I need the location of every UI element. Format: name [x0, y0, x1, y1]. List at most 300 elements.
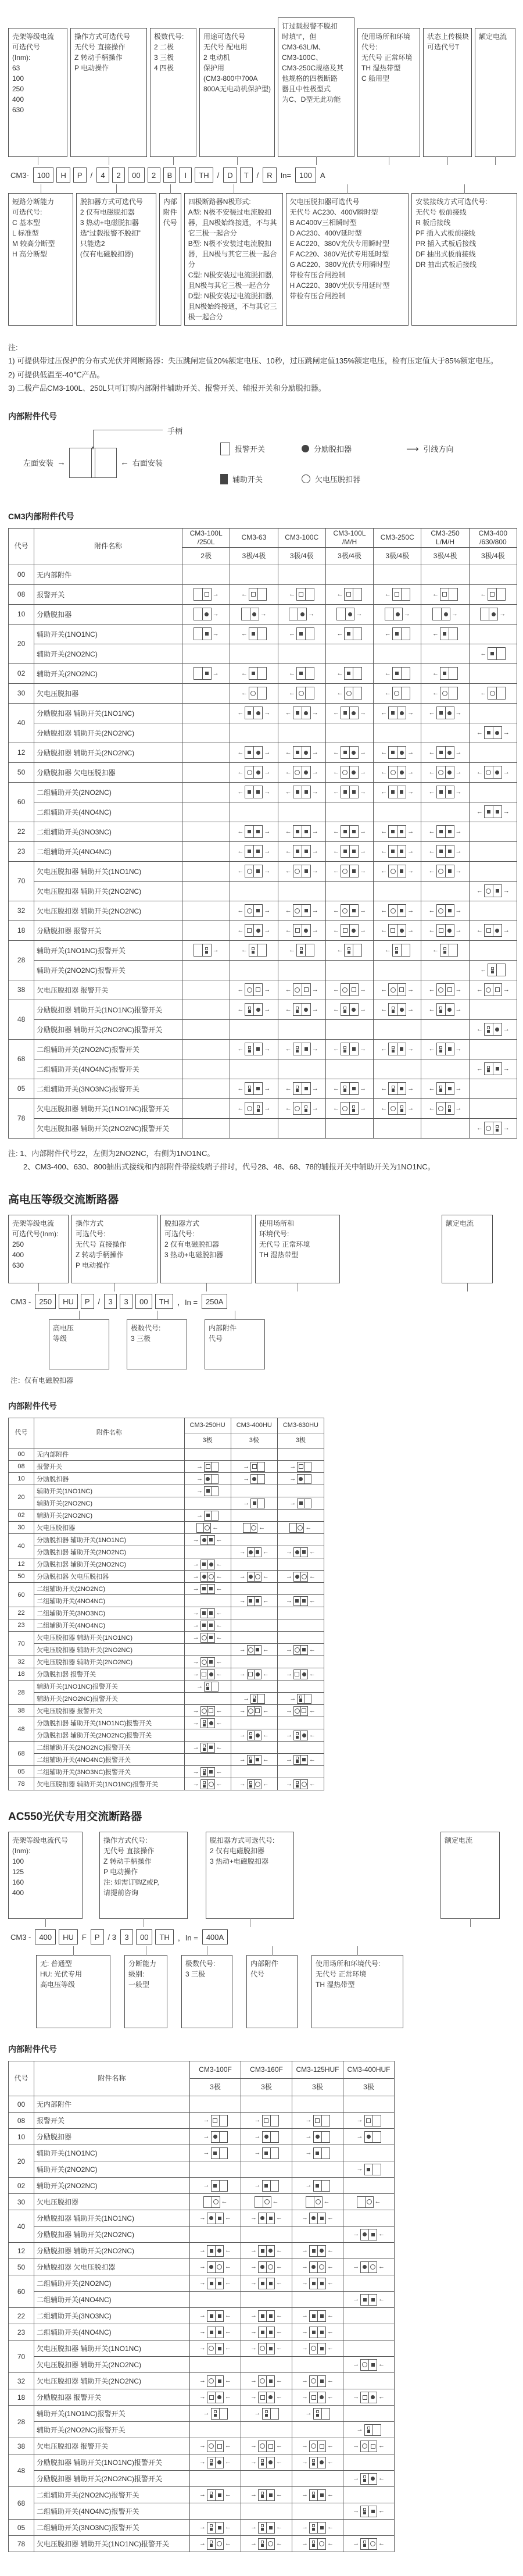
accessory-name: 报警开关	[34, 584, 182, 604]
accessory-config-cell	[421, 565, 469, 584]
table-row	[9, 861, 517, 881]
accessory-config-cell	[277, 1497, 324, 1510]
accessory-config-cell	[241, 2503, 292, 2520]
lead-arrow-icon: ←	[327, 2459, 334, 2466]
lead-arrow-icon: →	[503, 926, 510, 934]
accessory-name: 欠电压脱扣器 辅助开关(2NO2NC)	[34, 901, 182, 920]
mini-breaker-diagram	[286, 1731, 316, 1740]
accessory-name: 二组辅助开关(4NO4NC)	[34, 802, 182, 822]
selector-box-line: 可选代号	[12, 43, 41, 51]
notes-list	[8, 1147, 517, 1174]
lead-arrow-icon: ←	[276, 2491, 282, 2499]
selector-box-line: DR 抽出式板后接线	[415, 261, 477, 269]
mini-breaker-diagram	[477, 805, 510, 818]
lead-arrow-icon: ←	[381, 867, 388, 875]
mini-breaker-diagram	[381, 766, 414, 779]
lead-arrow-icon: →	[359, 709, 366, 716]
lead-arrow-icon: ←	[336, 689, 343, 697]
mini-breaker-diagram	[239, 1755, 269, 1765]
lead-arrow-icon: ←	[309, 1646, 316, 1653]
accessory-config-cell	[325, 1098, 373, 1118]
mini-breaker-diagram	[194, 608, 219, 620]
accessory-config-cell	[241, 2406, 292, 2422]
accessory-config-cell	[278, 624, 325, 644]
accessory-code: 00	[9, 565, 34, 584]
mini-breaker-diagram	[203, 2408, 228, 2420]
mini-breaker-diagram	[381, 1102, 414, 1115]
right-mount-label: 右面安装	[132, 459, 163, 468]
accessory-config-cell	[469, 743, 517, 762]
lead-arrow-icon: →	[503, 808, 510, 815]
mini-breaker-diagram	[250, 2375, 282, 2387]
lead-arrow-icon: ←	[332, 1005, 339, 1013]
accessory-config-cell	[277, 1778, 324, 1790]
legend-item-label: 引线方向	[423, 445, 454, 454]
mini-breaker-diagram	[250, 2489, 282, 2501]
lead-arrow-icon: ←	[285, 1045, 292, 1052]
mini-breaker-diagram	[285, 746, 318, 759]
table-row	[9, 1717, 324, 1729]
lead-arrow-icon: →	[455, 1045, 462, 1052]
accessory-config-cell	[241, 2487, 292, 2503]
accessory-config-cell	[184, 1595, 231, 1607]
accessory-code: 48	[9, 1000, 34, 1039]
table1-heading: CM3内部附件代号	[8, 511, 74, 521]
mini-breaker-diagram	[286, 1755, 316, 1765]
accessory-name: 二组辅助开关(4NO4NC)	[34, 841, 182, 861]
accessory-config-cell	[190, 2422, 241, 2438]
lead-arrow-icon: ←	[225, 2393, 231, 2401]
mini-breaker-diagram	[302, 2441, 334, 2452]
accessory-config-cell	[231, 1522, 277, 1534]
lead-arrow-icon: →	[250, 2263, 257, 2271]
lead-arrow-icon: →	[243, 1462, 250, 1470]
accessory-config-cell	[231, 1510, 277, 1522]
accessory-config-cell	[230, 841, 278, 861]
table-row	[9, 2194, 395, 2210]
product-column-header: CM3-250 L/M/H	[421, 528, 469, 547]
accessory-config-cell	[343, 2145, 395, 2161]
lead-arrow-icon: →	[264, 847, 271, 855]
lead-arrow-icon: ←	[225, 2312, 231, 2320]
lead-arrow-icon: →	[250, 2345, 257, 2352]
accessory-code: 10	[9, 1473, 34, 1485]
accessory-config-cell	[469, 940, 517, 960]
selector-box-line: C 船用型	[361, 74, 390, 83]
table-row	[9, 1583, 324, 1595]
accessory-config-cell	[182, 565, 230, 584]
selector-box-line: 无代号 正常环境	[316, 1970, 367, 1979]
lead-arrow-icon: →	[285, 1756, 292, 1763]
mini-breaker-diagram	[333, 1003, 366, 1016]
mini-breaker-diagram	[239, 1572, 269, 1582]
accessory-config-cell	[184, 1656, 231, 1668]
selector-box	[71, 1215, 157, 1283]
lead-arrow-icon: ←	[336, 946, 343, 954]
accessory-name: 辅助开关(1NO1NC)	[34, 1485, 184, 1497]
accessory-name: 二组辅助开关(2NO2NC)报警开关	[34, 2487, 190, 2503]
accessory-config-cell	[292, 2194, 343, 2210]
accessory-config-cell	[325, 920, 373, 940]
accessory-config-cell	[190, 2096, 241, 2113]
lead-arrow-icon: ←	[285, 709, 292, 716]
left-mount-label: 左面安装	[23, 459, 54, 468]
lead-arrow-icon: ←	[428, 1005, 435, 1013]
lead-arrow-icon: →	[192, 1633, 199, 1641]
model-code-box: 00	[128, 167, 144, 183]
mini-breaker-diagram	[237, 707, 270, 719]
accessory-config-cell	[421, 980, 469, 1000]
table-row	[9, 565, 517, 584]
accessory-config-cell	[231, 1595, 277, 1607]
lead-arrow-icon: ←	[428, 926, 435, 934]
mini-breaker-diagram	[381, 707, 414, 719]
accessory-config-cell	[343, 2422, 395, 2438]
lead-arrow-icon: ←	[289, 946, 296, 954]
mini-breaker-diagram	[243, 1474, 265, 1484]
accessory-config-cell	[469, 604, 517, 624]
lead-arrow-icon: ←	[332, 748, 339, 756]
lead-arrow-icon: ←	[378, 2393, 385, 2401]
accessory-config-cell	[421, 1098, 469, 1118]
accessory-config-cell	[469, 565, 517, 584]
lead-arrow-icon: ←	[237, 709, 244, 716]
lead-arrow-icon: →	[203, 2117, 210, 2124]
lead-arrow-icon: →	[356, 610, 363, 618]
table-row	[9, 1448, 324, 1461]
lead-arrow-icon: →	[264, 748, 271, 756]
mini-breaker-diagram	[306, 2147, 330, 2159]
accessory-config-cell	[241, 2145, 292, 2161]
mini-breaker-diagram	[333, 746, 366, 759]
accessory-config-cell	[277, 1485, 324, 1497]
mini-breaker-diagram	[289, 1694, 311, 1704]
selector-box-line: 2 仅有电磁脱扣器	[164, 1240, 220, 1249]
accessory-code: 30	[9, 683, 34, 703]
lead-arrow-icon: ←	[381, 748, 388, 756]
accessory-config-cell	[469, 723, 517, 743]
accessory-config-cell	[325, 604, 373, 624]
accessory-config-cell	[374, 604, 421, 624]
legend-item	[220, 434, 302, 464]
accessory-config-cell	[230, 920, 278, 940]
accessory-config-cell	[343, 2178, 395, 2194]
mini-breaker-diagram	[285, 1102, 318, 1115]
lead-arrow-icon: ←	[241, 669, 248, 677]
accessory-config-cell	[190, 2340, 241, 2357]
selector-box	[181, 1955, 232, 2028]
accessory-config-cell	[325, 841, 373, 861]
lead-arrow-icon: →	[503, 1065, 510, 1072]
selector-box-line: 使用场所和环境代号:	[316, 1960, 381, 1968]
lead-arrow-icon: ←	[476, 1124, 483, 1132]
lead-arrow-icon: ←	[285, 986, 292, 993]
mini-breaker-diagram	[285, 1082, 318, 1095]
selector-box-line: 安装接线方式可选代号:	[415, 198, 488, 206]
lead-arrow-icon: →	[302, 2491, 308, 2499]
accessory-config-cell	[292, 2178, 343, 2194]
selector-box	[160, 1215, 252, 1283]
mini-breaker-diagram	[250, 2343, 282, 2354]
selector-box	[311, 1955, 403, 2028]
accessory-config-cell	[278, 980, 325, 1000]
accessory-config-cell	[374, 940, 421, 960]
table-row	[9, 1098, 517, 1118]
model-code-box: 00	[136, 1929, 152, 1945]
selector-box-line: TH 湿热带型	[361, 64, 401, 72]
accessory-config-cell	[241, 2324, 292, 2340]
mini-breaker-diagram	[432, 944, 458, 957]
accessory-name: 分励脱扣器 欠电压脱扣器	[34, 1571, 184, 1583]
accessory-name: 辅助开关(2NO2NC)	[34, 1510, 184, 1522]
accessory-config-cell	[469, 960, 517, 980]
lead-arrow-icon: →	[239, 1597, 246, 1604]
selector-box	[205, 1319, 265, 1369]
table-row	[9, 822, 517, 841]
accessory-config-cell	[278, 920, 325, 940]
lead-arrow-icon: →	[212, 610, 219, 618]
lead-arrow-icon: ←	[237, 847, 244, 855]
accessory-config-cell	[182, 683, 230, 703]
product-column-header: CM3-250HU	[184, 1418, 231, 1433]
lead-arrow-icon: →	[264, 709, 271, 716]
selector-box	[475, 28, 515, 157]
lead-arrow-icon: →	[203, 2182, 210, 2189]
accessory-config-cell	[184, 1717, 231, 1729]
mini-breaker-diagram	[302, 2375, 334, 2387]
mini-breaker-diagram	[333, 825, 366, 838]
lead-arrow-icon: ←	[276, 2459, 282, 2466]
accessory-name: 二组辅助开关(4NO4NC)报警开关	[34, 2503, 190, 2520]
lead-arrow-icon: →	[285, 1707, 292, 1714]
lead-arrow-icon: →	[359, 867, 366, 875]
accessory-config-cell	[230, 762, 278, 782]
mini-breaker-diagram	[432, 608, 458, 620]
lead-arrow-icon: →	[199, 2345, 206, 2352]
lead-arrow-icon: ←	[216, 1585, 223, 1592]
internal-accessory-heading: 内部附件代号	[8, 411, 57, 421]
accessory-config-cell	[190, 2503, 241, 2520]
accessory-config-cell	[469, 1019, 517, 1039]
mini-breaker-diagram	[432, 588, 458, 601]
mini-breaker-diagram	[193, 1767, 223, 1777]
lead-arrow-icon: ←	[212, 1524, 219, 1531]
accessory-name: 二组辅助开关(2NO2NC)	[34, 1583, 184, 1595]
accessory-config-cell	[292, 2389, 343, 2406]
model-text: ，In =	[177, 1297, 198, 1307]
accessory-config-cell	[241, 2292, 292, 2308]
accessory-name: 二组辅助开关(4NO4NC)	[34, 2292, 190, 2308]
lead-arrow-icon: ←	[285, 1005, 292, 1013]
accessory-config-cell	[343, 2454, 395, 2471]
mini-breaker-diagram	[477, 1023, 510, 1036]
accessory-config-cell	[184, 1546, 231, 1558]
mini-breaker-diagram	[302, 2245, 334, 2257]
lead-arrow-icon: →	[203, 2133, 210, 2140]
accessory-config-cell	[184, 1558, 231, 1571]
accessory-name: 辅助开关(2NO2NC)	[34, 2161, 190, 2178]
lead-arrow-icon: →	[302, 2247, 308, 2254]
mini-breaker-diagram	[250, 2278, 282, 2289]
accessory-config-cell	[343, 2471, 395, 2487]
lead-arrow-icon: →	[199, 2459, 206, 2466]
table-row	[9, 2259, 395, 2275]
table-row	[9, 802, 517, 822]
table-row	[9, 2227, 395, 2243]
accessory-code: 70	[9, 2340, 34, 2373]
mini-breaker-diagram	[199, 2327, 231, 2338]
name-column-header: 附件名称	[34, 528, 182, 565]
lead-arrow-icon: ←	[237, 907, 244, 914]
lead-arrow-icon: →	[196, 1487, 203, 1494]
lead-arrow-icon: ←	[241, 630, 248, 637]
selector-box-line: P 电动操作	[74, 64, 109, 72]
lead-arrow-icon: ←	[381, 1084, 388, 1092]
selector-box	[8, 193, 73, 326]
mini-breaker-diagram	[429, 1003, 462, 1016]
lead-arrow-icon: ←	[285, 788, 292, 795]
selector-box-line: 器，且N极与其它三极一起合	[188, 250, 277, 258]
accessory-config-cell	[241, 2275, 292, 2292]
lead-arrow-icon: ←	[309, 1756, 316, 1763]
lead-arrow-icon: →	[192, 1585, 199, 1592]
mini-breaker-diagram	[432, 667, 458, 680]
selector-box-line: R 板后接线	[415, 219, 451, 227]
selector-box-line: 用途可选代号	[203, 33, 246, 41]
lead-arrow-icon: →	[302, 2263, 308, 2271]
legend-items	[220, 434, 499, 494]
lead-arrow-icon: →	[212, 590, 219, 598]
accessory-name: 辅助开关(1NO1NC)	[34, 2145, 190, 2161]
lead-arrow-icon: →	[302, 2312, 308, 2320]
table-row	[9, 2324, 395, 2340]
mini-breaker-diagram	[196, 1682, 218, 1692]
hv-bottom-boxes	[49, 1319, 517, 1369]
accessory-config-cell	[325, 743, 373, 762]
mini-breaker-diagram	[193, 1743, 223, 1753]
accessory-config-cell	[241, 2096, 292, 2113]
accessory-name: 分励脱扣器	[34, 604, 182, 624]
mini-breaker-diagram	[302, 2213, 334, 2224]
lead-arrow-icon: →	[359, 986, 366, 993]
lead-arrow-icon: ←	[241, 689, 248, 697]
table-row	[9, 644, 517, 663]
lead-arrow-icon: ←	[378, 2263, 385, 2271]
accessory-config-cell	[230, 1098, 278, 1118]
accessory-code: 12	[9, 1558, 34, 1571]
lead-arrow-icon: →	[503, 1124, 510, 1132]
table-row	[9, 1461, 324, 1473]
accessory-config-cell	[241, 2308, 292, 2324]
accessory-config-cell	[374, 565, 421, 584]
lead-arrow-icon: →	[264, 1104, 271, 1112]
table-row	[9, 624, 517, 644]
accessory-name: 二组辅助开关(3NO3NC)报警开关	[34, 1766, 184, 1778]
lead-arrow-icon: →	[192, 1719, 199, 1726]
lead-arrow-icon: →	[455, 907, 462, 914]
lead-arrow-icon: →	[455, 1084, 462, 1092]
mini-breaker-diagram	[477, 766, 510, 779]
mini-breaker-diagram	[199, 2489, 231, 2501]
selector-box-line: M 较高分断型	[12, 240, 55, 248]
accessory-config-cell	[184, 1473, 231, 1485]
table-row	[9, 1039, 517, 1059]
accessory-config-cell	[231, 1571, 277, 1583]
selector-box-line: 一般型	[128, 1981, 150, 1989]
accessory-name: 无内部附件	[34, 1448, 184, 1461]
selector-box-line: 可选代号T	[427, 43, 460, 51]
mini-breaker-diagram	[199, 2213, 231, 2224]
lead-arrow-icon: ←	[428, 1104, 435, 1112]
note-line: 1) 可提供带过压保护的分布式光伏并网断路器：失压跳闸定值20%额定电压、10秒，过压跳闸定值135%额定电压，检有压定值大于85%额定电压。	[8, 356, 498, 366]
lead-arrow-icon: ←	[332, 847, 339, 855]
lead-arrow-icon: ←	[327, 2377, 334, 2385]
lead-arrow-icon: →	[199, 2214, 206, 2222]
mini-breaker-diagram	[480, 964, 506, 976]
accessory-config-cell	[230, 940, 278, 960]
lead-arrow-icon: →	[311, 907, 318, 914]
product-column-header: CM3-630HU	[277, 1418, 324, 1433]
accessory-config-cell	[292, 2520, 343, 2536]
accessory-config-cell	[292, 2471, 343, 2487]
accessory-config-cell	[230, 1079, 278, 1098]
table-row	[9, 901, 517, 920]
mini-breaker-diagram	[285, 825, 318, 838]
table-row	[9, 723, 517, 743]
mini-breaker-diagram	[381, 924, 414, 937]
selector-box	[206, 1832, 294, 1919]
selector-box-line: L 标准型	[12, 229, 39, 237]
accessory-config-cell	[241, 2259, 292, 2275]
lead-arrow-icon: ←	[216, 1658, 223, 1665]
model-code-box: D	[223, 167, 237, 183]
accessory-config-cell	[374, 762, 421, 782]
accessory-config-cell	[182, 940, 230, 960]
mini-breaker-diagram	[333, 924, 366, 937]
mini-breaker-diagram	[239, 1731, 269, 1740]
accessory-code: 10	[9, 604, 34, 624]
lead-arrow-icon: ←	[332, 768, 339, 776]
lead-arrow-icon: ←	[285, 748, 292, 756]
accessory-code: 18	[9, 1668, 34, 1681]
lead-arrow-icon: →	[196, 1462, 203, 1470]
mini-breaker-diagram	[237, 825, 270, 838]
mini-breaker-diagram	[333, 904, 366, 917]
lead-arrow-icon: →	[302, 2393, 308, 2401]
lead-arrow-icon: ←	[378, 2361, 385, 2368]
selector-box-line: 选“过载报警不脱扣”	[80, 229, 141, 237]
ordering-diagram-general	[8, 22, 517, 326]
table-row	[9, 841, 517, 861]
accessory-config-cell	[325, 762, 373, 782]
lead-arrow-icon: ←	[327, 2263, 334, 2271]
accessory-name: 二组辅助开关(3NO3NC)	[34, 822, 182, 841]
selector-box-line: 可选代号:	[12, 208, 42, 216]
accessory-config-cell	[184, 1681, 231, 1693]
mini-breaker-diagram	[429, 707, 462, 719]
accessory-config-cell	[184, 1632, 231, 1644]
mini-breaker-diagram	[193, 1560, 223, 1569]
accessory-config-cell	[182, 1059, 230, 1079]
lead-arrow-icon: ←	[378, 2540, 385, 2548]
lead-arrow-icon: →	[403, 610, 410, 618]
accessory-config-cell	[230, 1039, 278, 1059]
mini-breaker-diagram	[203, 2147, 228, 2159]
accessory-config-cell	[278, 644, 325, 663]
lead-arrow-icon: →	[212, 669, 219, 677]
selector-box-line: B型: N极不安装过电流脱扣	[188, 240, 272, 248]
selector-box-line: 2 仅有电磁脱扣器	[80, 208, 135, 216]
